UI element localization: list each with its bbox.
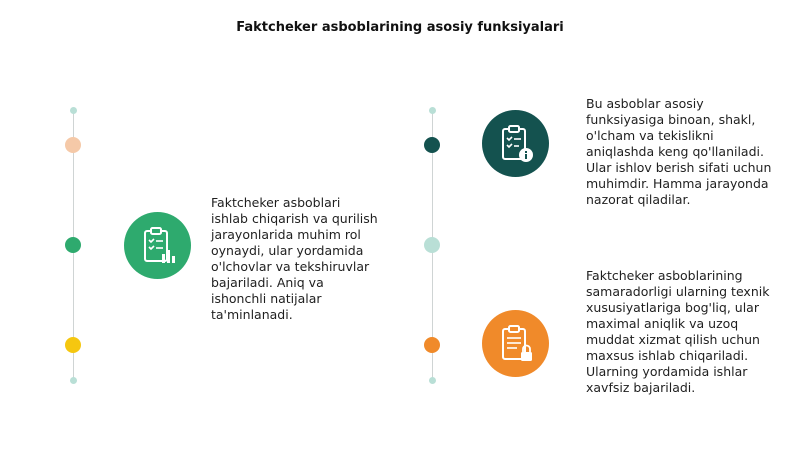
right-timeline-dot-light-teal <box>424 237 440 253</box>
right-timeline-dot-teal <box>424 137 440 153</box>
block-text-3: Faktcheker asboblarining samaradorligi ularning texnik xususiyatlariga bog'liq, ular maximal aniqlik va uzoq muddat xizmat qilish uchun maxsus ishlab chiqariladi. Ularning yordamida ishlar xavfsiz bajariladi. <box>586 268 770 395</box>
left-timeline-dot-yellow <box>65 337 81 353</box>
left-timeline-dot-peach <box>65 137 81 153</box>
block-text-1: Faktcheker asboblari ishlab chiqarish va qurilish jarayonlarida muhim rol oynaydi, ular yordamida o'lchovlar va tekshiruvlar bajariladi. Aniq va ishonchli natijalar ta'minlanadi. <box>211 195 378 322</box>
right-timeline-end-dot-top <box>429 107 436 114</box>
left-timeline-end-dot-bottom <box>70 377 77 384</box>
clipboard-chart-icon <box>124 212 191 279</box>
clipboard-info-icon <box>482 110 549 177</box>
left-timeline-dot-green <box>65 237 81 253</box>
right-timeline-end-dot-bottom <box>429 377 436 384</box>
block-text-2: Bu asboblar asosiy funksiyasiga binoan, shakl, o'lcham va tekislikni aniqlashda keng qo'llaniladi. Ular ishlov berish sifati uchun muhimdir. Hamma jarayonda nazorat qiladilar. <box>586 96 772 207</box>
right-timeline-dot-orange <box>424 337 440 353</box>
left-timeline-end-dot-top <box>70 107 77 114</box>
clipboard-lock-icon <box>482 310 549 377</box>
diagram-title: Faktcheker asboblarining asosiy funksiyalari <box>236 20 564 35</box>
